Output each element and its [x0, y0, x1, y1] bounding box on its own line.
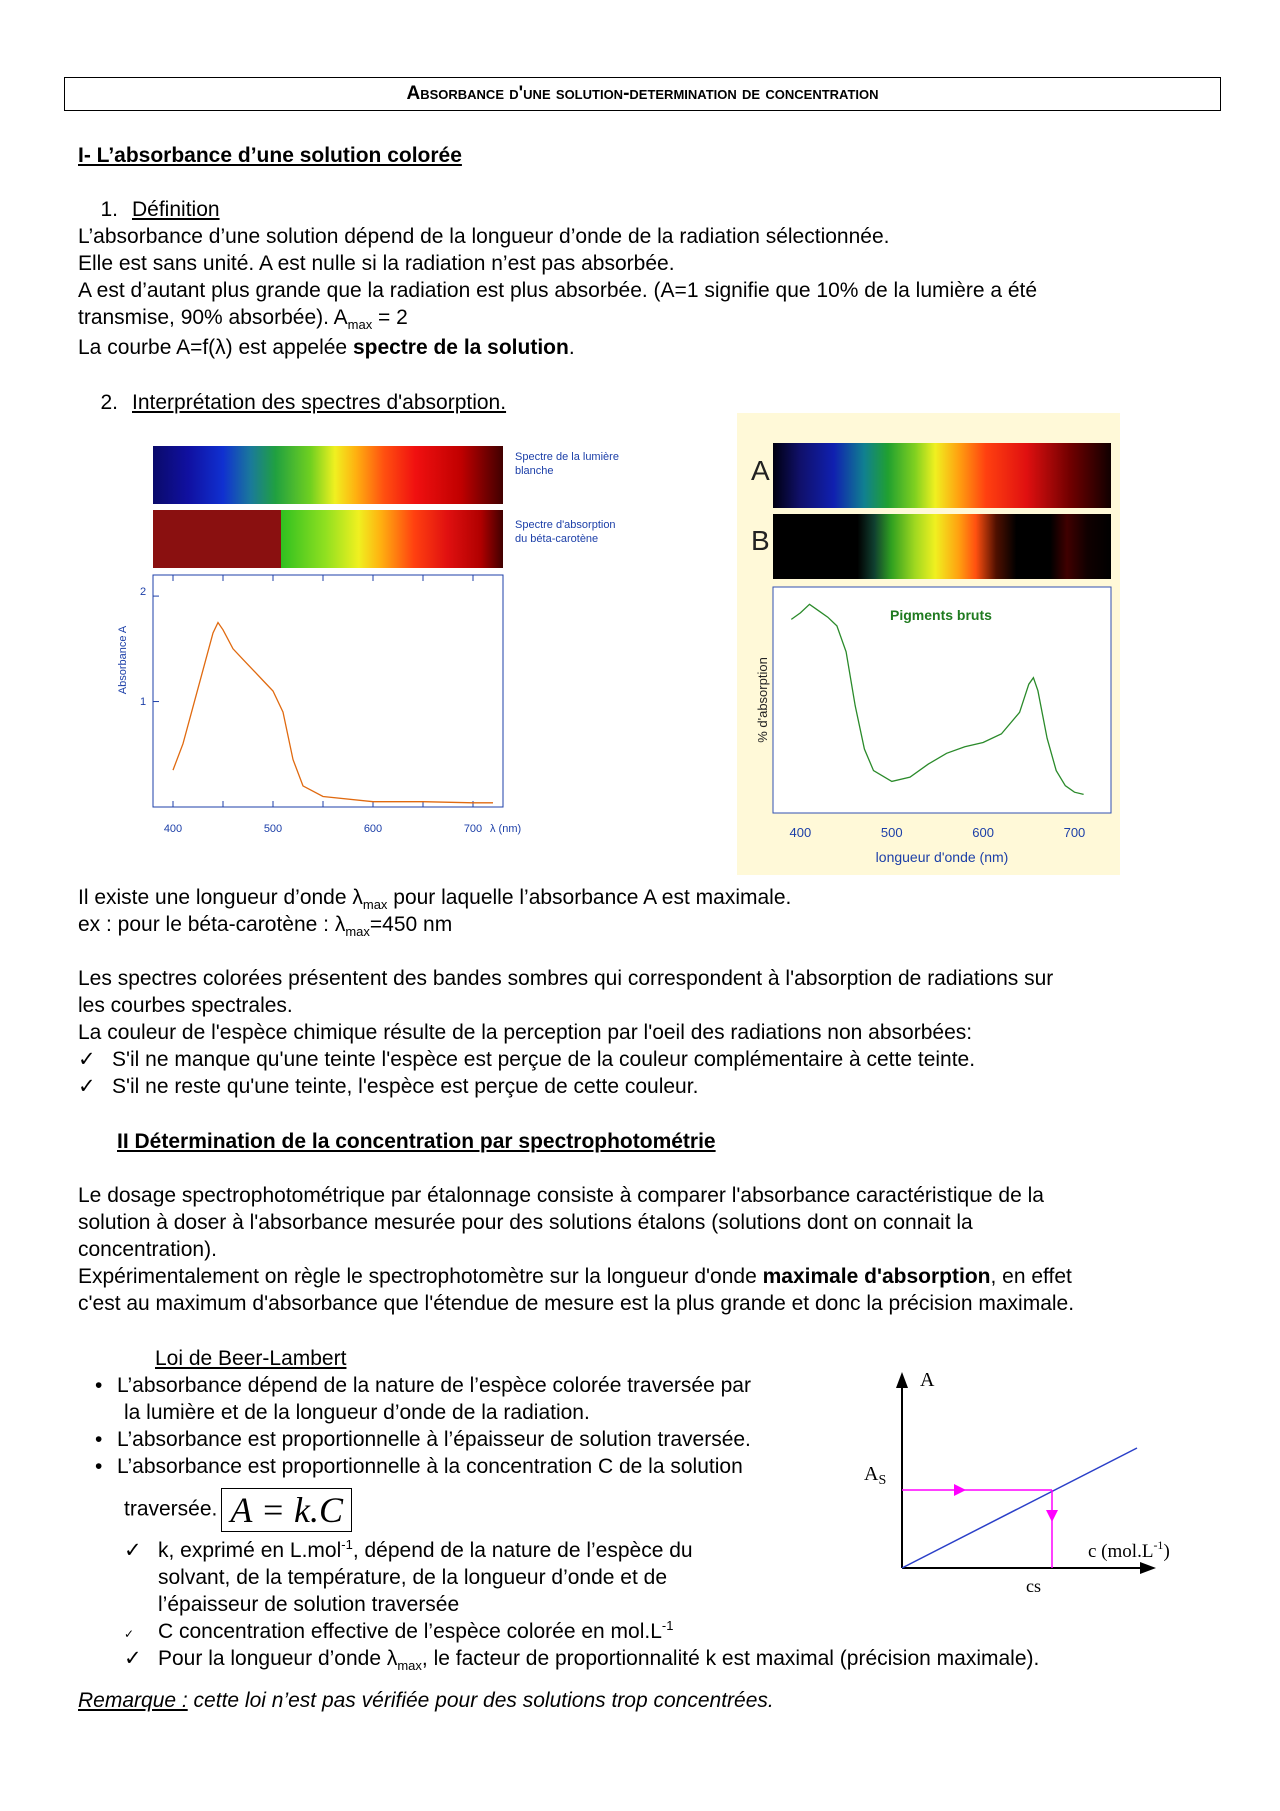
- definition-line-3: A est d’autant plus grande que la radiation est plus absorbée. (A=1 signifie que 10% de la lumière a été: [78, 279, 1038, 302]
- section-2-heading: II Détermination de la concentration par spectrophotométrie: [117, 1130, 716, 1153]
- check-icon: ✓: [78, 1048, 96, 1071]
- amax-value: = 2: [372, 306, 408, 329]
- bullet-3: [95, 1453, 895, 1480]
- beer-lambert-title: Loi de Beer-Lambert: [155, 1347, 347, 1370]
- beer-as-arrow: [954, 1484, 966, 1496]
- definition-item: [78, 196, 220, 223]
- check-icon: ✓: [124, 1647, 142, 1670]
- page-title: [64, 77, 1221, 111]
- transmitted-band: [281, 510, 503, 568]
- band-b-spectrum: [773, 514, 1111, 579]
- bullet-1: [95, 1372, 875, 1399]
- dosage-line-3: concentration).: [78, 1238, 217, 1261]
- bullet-1-line-2: la lumière et de la longueur d’onde de la radiation.: [124, 1401, 590, 1424]
- lambda-sub: max: [397, 1658, 422, 1674]
- example-pre: ex : pour le béta-carotène : λ: [78, 913, 346, 936]
- page-title-text: Absorbance d'une solution-determination de concentration: [406, 83, 879, 104]
- pigments-y-label: % d'absorption: [755, 657, 770, 743]
- check-item-1-text: S'il ne manque qu'une teinte l'espèce est perçue de la couleur complémentaire à cette teinte.: [112, 1048, 976, 1071]
- beer-y-arrow: [896, 1372, 908, 1388]
- band-b-label: B: [751, 525, 770, 556]
- curve-def-bold: spectre de la solution: [352, 336, 569, 359]
- check-item-1: [78, 1046, 1218, 1073]
- interpretation-title: Interprétation des spectres d'absorption.: [132, 391, 507, 414]
- k-sup: -1: [341, 1537, 353, 1552]
- k-post: , dépend de la nature de l’espèce du: [352, 1539, 693, 1562]
- k-item: [124, 1537, 804, 1564]
- pigments-x-tick-label: 400: [789, 825, 812, 840]
- beta-x-unit: λ (nm): [490, 823, 522, 835]
- absorbed-band: [153, 510, 281, 568]
- amax-sub: max: [347, 317, 373, 333]
- definition-number: 1.: [100, 198, 118, 221]
- band-a-label: A: [751, 455, 770, 486]
- example-line: [78, 911, 1218, 938]
- definition-line-1: L’absorbance d’une solution dépend de la longueur d’onde de la radiation sélectionnée.: [78, 225, 890, 248]
- label-abs-2: du béta-carotène: [515, 533, 599, 545]
- beta-y-label: Absorbance A: [117, 625, 129, 695]
- beta-x-tick-label: 500: [263, 823, 283, 835]
- lambda-max-post: pour laquelle l’absorbance A est maximale.: [387, 886, 792, 909]
- c-pre: C concentration effective de l’espèce colorée en mol.L: [158, 1620, 662, 1643]
- example-sub: max: [345, 924, 370, 940]
- check-item-2: [78, 1073, 1218, 1100]
- beta-carotene-figure: [110, 440, 619, 850]
- experimental-line-1: [78, 1263, 1218, 1290]
- check-icon: ✓: [124, 1627, 135, 1641]
- k-line-2: solvant, de la température, de la longueur d’onde et de: [158, 1566, 668, 1589]
- beta-x-tick-label: 700: [463, 823, 483, 835]
- experimental-line-2: c'est au maximum d'absorbance que l'étendue de mesure est la plus grande et donc la précision maximale.: [78, 1292, 1075, 1315]
- bullet-2-text: L’absorbance est proportionnelle à l’épaisseur de solution traversée.: [117, 1428, 751, 1451]
- beta-x-tick-label: 600: [363, 823, 383, 835]
- beta-y-tick-1: 1: [140, 696, 147, 708]
- beer-x-arrow: [1140, 1562, 1156, 1574]
- remark-text: cette loi n’est pas vérifiée pour des solutions trop concentrées.: [187, 1689, 774, 1712]
- check-item-2-text: S'il ne reste qu'une teinte, l'espèce est perçue de cette couleur.: [112, 1075, 699, 1098]
- label-white-1: Spectre de la lumière: [515, 451, 619, 463]
- bullet-3-line-2: [124, 1488, 352, 1532]
- beer-as-sub: S: [878, 1473, 887, 1488]
- bullet-dot: •: [95, 1374, 103, 1397]
- beer-as-label: [864, 1463, 886, 1488]
- beer-lambert-formula: A = k.C: [221, 1488, 352, 1532]
- curve-definition: [78, 334, 1218, 361]
- beta-y-tick-2: 2: [140, 586, 147, 598]
- pigments-x-tick-labels: [790, 825, 1086, 840]
- bullet-dot: •: [95, 1455, 103, 1478]
- example-post: =450 nm: [369, 913, 453, 936]
- dosage-line-1: Le dosage spectrophotométrique par étalonnage consiste à comparer l'absorbance caractéristique de la: [78, 1184, 1044, 1207]
- remark-label: Remarque :: [78, 1689, 188, 1712]
- band-a-spectrum: [773, 443, 1111, 508]
- section-1-heading: I- L’absorbance d’une solution colorée: [78, 144, 462, 167]
- beer-x-sup: -1: [1153, 1538, 1164, 1552]
- k-line-3: l’épaisseur de solution traversée: [158, 1593, 460, 1616]
- bullet-2: [95, 1426, 895, 1453]
- check-icon: ✓: [124, 1539, 142, 1562]
- label-abs-1: Spectre d'absorption: [515, 519, 616, 531]
- interpretation-item: [78, 389, 506, 416]
- remark: [78, 1687, 774, 1714]
- lambda-max-line: [78, 884, 1218, 911]
- dosage-line-2: solution à doser à l'absorbance mesurée pour des solutions étalons (solutions dont on connait la: [78, 1211, 973, 1234]
- lambda-item: [124, 1645, 1224, 1672]
- spectra-para-line-3: La couleur de l'espèce chimique résulte de la perception par l'oeil des radiations non absorbées:: [78, 1021, 973, 1044]
- c-sup: -1: [661, 1618, 674, 1633]
- beta-x-tick-labels: [164, 823, 482, 835]
- beer-x-pre: c (mol.L: [1088, 1541, 1154, 1562]
- definition-title: Définition: [132, 198, 220, 221]
- experimental-pre: Expérimentalement on règle le spectrophotomètre sur la longueur d'onde: [78, 1265, 763, 1288]
- white-light-spectrum-band: [153, 446, 503, 504]
- label-white-2: blanche: [515, 465, 554, 477]
- lambda-pre: Pour la longueur d’onde λ: [158, 1647, 398, 1670]
- curve-def-post: .: [568, 336, 575, 359]
- definition-line-2: Elle est sans unité. A est nulle si la radiation n’est pas absorbée.: [78, 252, 675, 275]
- bullet-dot: •: [95, 1428, 103, 1451]
- curve-def-pre: La courbe A=f(λ) est appelée: [78, 336, 353, 359]
- definition-line-4-text: transmise, 90% absorbée). A: [78, 306, 348, 329]
- k-pre: k, exprimé en L.mol: [158, 1539, 342, 1562]
- beer-cs-label: cs: [1026, 1576, 1041, 1596]
- bullet-3-line-1: L’absorbance est proportionnelle à la concentration C de la solution: [117, 1455, 743, 1478]
- pigments-x-tick-label: 500: [880, 825, 903, 840]
- pigments-curve-title: Pigments bruts: [890, 607, 992, 623]
- spectra-para-line-2: les courbes spectrales.: [78, 994, 293, 1017]
- spectra-para-line-1: Les spectres colorées présentent des bandes sombres qui correspondent à l'absorption de radiations sur: [78, 967, 1054, 990]
- definition-line-4: [78, 304, 1218, 331]
- pigments-figure: [737, 413, 1120, 875]
- experimental-bold: maximale d'absorption: [762, 1265, 991, 1288]
- lambda-post: , le facteur de proportionnalité k est maximal (précision maximale).: [421, 1647, 1040, 1670]
- bullet-1-line-1: L’absorbance dépend de la nature de l’espèce colorée traversée par: [117, 1374, 751, 1397]
- check-icon: ✓: [78, 1075, 96, 1098]
- pigments-svg: [737, 413, 1120, 875]
- lambda-max-sub: max: [362, 897, 388, 913]
- pigments-x-tick-label: 600: [972, 825, 994, 840]
- beer-lambert-graph: [860, 1360, 1205, 1610]
- beta-carotene-svg: [110, 440, 619, 850]
- beer-x-post: ): [1163, 1541, 1170, 1562]
- lambda-max-pre: Il existe une longueur d’onde λ: [78, 886, 363, 909]
- pigments-x-tick-label: 700: [1063, 825, 1086, 840]
- beer-as-main: A: [864, 1463, 879, 1485]
- beer-y-label: A: [920, 1369, 935, 1391]
- experimental-post: , en effet: [990, 1265, 1072, 1288]
- beta-x-tick-label: 400: [163, 823, 183, 835]
- interpretation-number: 2.: [100, 391, 118, 414]
- traversee-text: traversée.: [124, 1497, 218, 1521]
- beta-plot-frame: [153, 575, 503, 807]
- beer-lambert-svg: [860, 1360, 1205, 1610]
- beer-cs-arrow: [1046, 1510, 1058, 1522]
- pigments-x-label: longueur d'onde (nm): [875, 849, 1009, 865]
- c-item: [124, 1618, 924, 1648]
- beer-x-label: [1088, 1538, 1170, 1562]
